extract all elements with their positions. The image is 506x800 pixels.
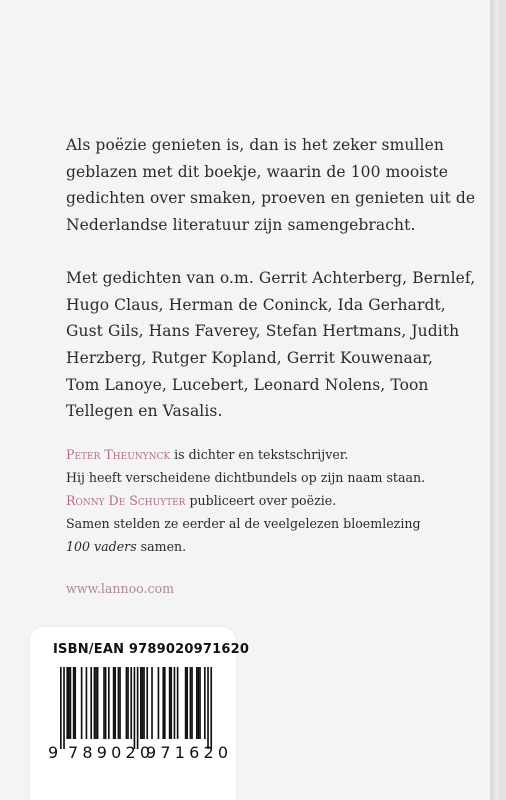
barcode-bar [198, 667, 200, 739]
author-name-de-schuyter: Ronny De Schuyter [66, 493, 186, 508]
barcode-bar [81, 667, 83, 739]
barcode-digit-first: 9 [48, 743, 59, 762]
barcode-bar [95, 667, 97, 739]
barcode-bar [126, 667, 128, 739]
barcode-bar [186, 667, 188, 739]
blurb-paragraph-2 [66, 265, 476, 425]
barcode-bar [70, 667, 72, 739]
blurb-line: Tom Lanoye, Lucebert, Leonard Nolens, Toon [66, 375, 429, 394]
spine-edge [490, 0, 498, 800]
barcode-label [30, 627, 250, 800]
barcode-bar [164, 667, 166, 739]
barcode-bar [90, 667, 92, 739]
bio-line-4: Samen stelden ze eerder al de veelgelezen bloemlezing [66, 516, 421, 531]
author-name-theunynck: Peter Theunynck [66, 447, 171, 462]
barcode-bar [103, 667, 105, 739]
blurb [66, 132, 476, 425]
blurb-line: Tellegen en Vasalis. [66, 402, 223, 421]
blurb-line: geblazen met dit boekje, waarin de 100 mooiste [66, 162, 449, 181]
blurb-line: Gust Gils, Hans Faverey, Stefan Hertmans, Judith [66, 322, 460, 341]
barcode-digits-right: 971620 [146, 743, 233, 762]
barcode-bar [119, 667, 121, 739]
bio-text: publiceert over poëzie. [185, 493, 337, 508]
blurb-line: Als poëzie genieten is, dan is het zeker smullen [66, 136, 444, 154]
barcode-bar [74, 667, 76, 739]
barcode-bar [204, 667, 206, 739]
barcode-bar [134, 667, 136, 749]
bio-line-3 [66, 489, 476, 512]
barcode-bar [73, 667, 75, 739]
bio-line-5 [66, 535, 476, 558]
bio-line-1 [66, 443, 476, 466]
barcode-bar [196, 667, 198, 739]
barcode-bar [130, 667, 132, 739]
barcode-bar [185, 667, 187, 739]
blurb-paragraph-1 [66, 132, 476, 239]
barcode-bar [199, 667, 201, 739]
barcode-bar [210, 667, 212, 749]
barcode-bar [127, 667, 129, 739]
barcode-icon [60, 667, 246, 755]
barcode-bar [174, 667, 176, 739]
barcode-bar [118, 667, 120, 739]
barcode-bar [151, 667, 153, 739]
barcode-bar [105, 667, 107, 739]
barcode-bar [170, 667, 172, 739]
blurb-line: Hugo Claus, Herman de Coninck, Ida Gerhardt, [66, 295, 446, 314]
barcode-bar [142, 667, 144, 739]
barcode-bar [97, 667, 99, 739]
barcode-bar [162, 667, 164, 739]
barcode-bar [94, 667, 96, 739]
barcode-bar [137, 667, 139, 749]
barcode-bar [86, 667, 88, 739]
barcode-bar [68, 667, 70, 739]
barcode-bar [177, 667, 179, 739]
barcode-digits-left: 789020 [68, 743, 155, 762]
barcode-bar [113, 667, 115, 739]
barcode-bar [146, 667, 148, 739]
barcode-bar [207, 667, 209, 749]
author-bio [66, 443, 476, 558]
blurb-line: Nederlandse literatuur zijn samengebracht. [66, 216, 416, 235]
barcode-bar [114, 667, 116, 739]
blurb-line: gedichten over smaken, proeven en genieten uit de [66, 189, 476, 208]
barcode-bar [169, 667, 171, 739]
barcode-bar [143, 667, 145, 739]
barcode-bar [190, 667, 192, 739]
barcode-bar [158, 667, 160, 739]
blurb-line: Met gedichten van o.m. Gerrit Achterberg, Bernlef, [66, 268, 476, 287]
publisher-website[interactable]: www.lannoo.com [66, 581, 175, 596]
blurb-line: Herzberg, Rutger Kopland, Gerrit Kouwenaar, [66, 348, 434, 367]
barcode-bar [66, 667, 68, 739]
book-title: 100 vaders [66, 539, 137, 554]
barcode-bar [140, 667, 142, 739]
barcode-bar [60, 667, 62, 749]
barcode-bar [191, 667, 193, 739]
bio-line-2: Hij heeft verscheidene dichtbundels op zijn naam staan. [66, 470, 426, 485]
barcode-bar [63, 667, 65, 749]
isbn-label: ISBN/EAN 9789020971620 [53, 642, 250, 657]
bio-text: is dichter en tekstschrijver. [170, 447, 349, 462]
bio-text: samen. [136, 539, 187, 554]
barcode-bar [108, 667, 110, 739]
